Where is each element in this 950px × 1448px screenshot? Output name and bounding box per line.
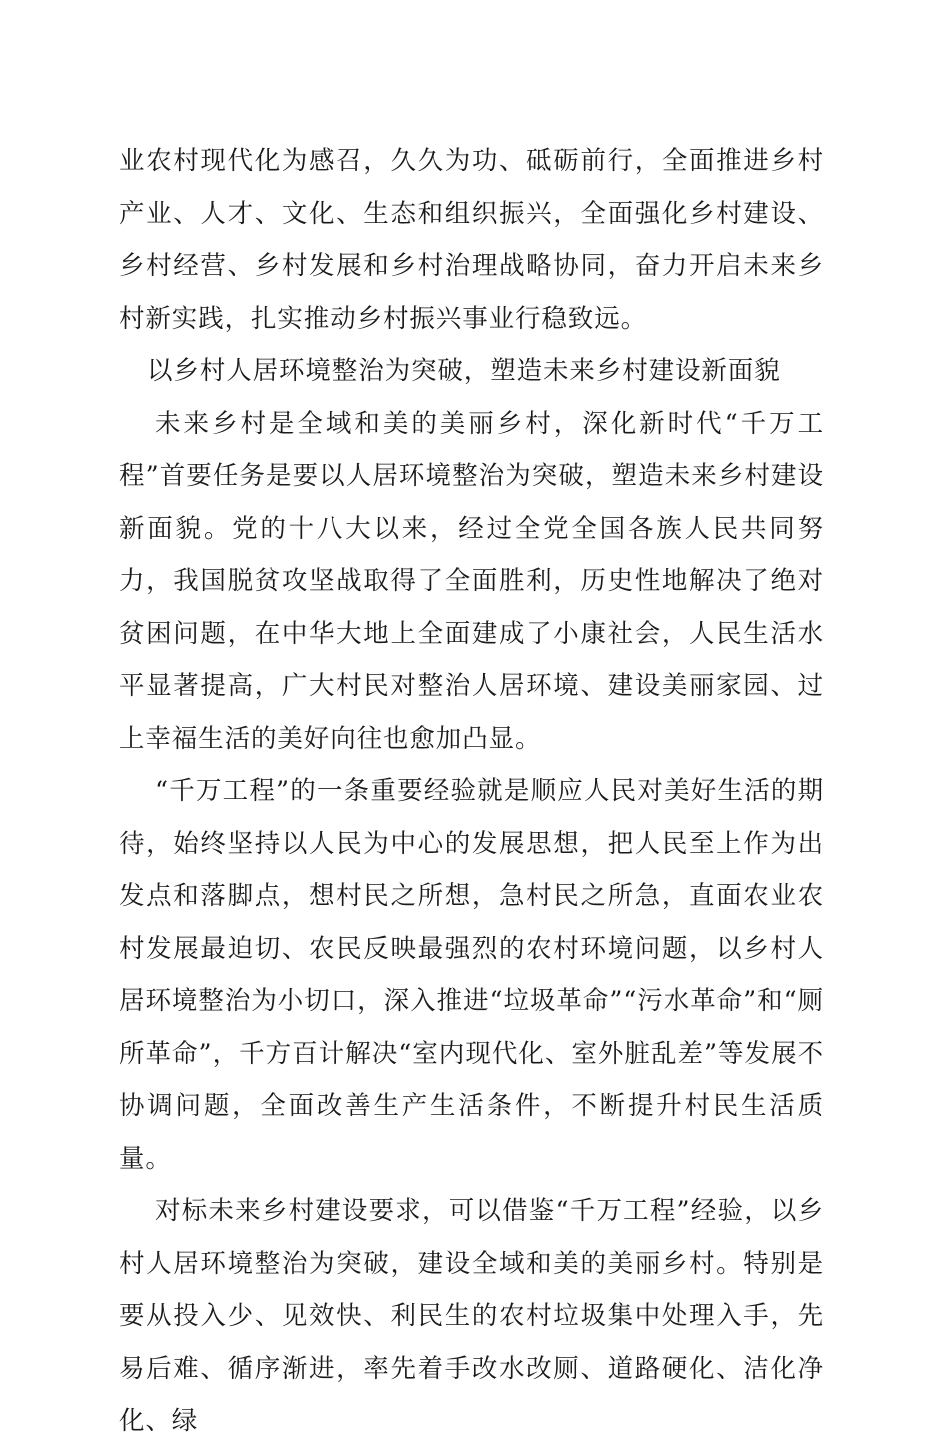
section-heading: 以乡村人居环境整治为突破，塑造未来乡村建设新面貌 xyxy=(147,356,781,386)
paragraph-qianwan-experience: “千万工程”的一条重要经验就是顺应人民对美好生活的期待，始终坚持以人民为中心的发展思想，把人民至上作为出发点和落脚点，想村民之所想，急村民之所急，直面农业农村发展最迫切、农民反映最强烈的农村环境问题，以乡村人居环境整治为小切口，深入推进“垃圾革命”“污水革命”和“厕所革命”，千方百计解决“室内现代化、室外脏乱差”等发展不协调问题，全面改善生产生活条件，不断提升村民生活质量。 xyxy=(119,776,824,1174)
paragraph-future-village: 未来乡村是全域和美的美丽乡村，深化新时代“千万工程”首要任务是要以人居环境整治为突破，塑造未来乡村建设新面貌。党的十八大以来，经过全党全国各族人民共同努力，我国脱贫攻坚战取得了全面胜利，历史性地解决了绝对贫困问题，在中华大地上全面建成了小康社会，人民生活水平显著提高，广大村民对整治人居环境、建设美丽家园、过上幸福生活的美好向往也愈加凸显。 xyxy=(119,408,824,754)
document-body xyxy=(119,135,824,1448)
paragraph-intro-continuation: 业农村现代化为感召，久久为功、砥砺前行，全面推进乡村产业、人才、文化、生态和组织振兴，全面强化乡村建设、乡村经营、乡村发展和乡村治理战略协同，奋力开启未来乡村新实践，扎实推动乡村振兴事业行稳致远。 xyxy=(119,146,824,334)
paragraph-benchmark: 对标未来乡村建设要求，可以借鉴“千万工程”经验，以乡村人居环境整治为突破，建设全域和美的美丽乡村。特别是要从投入少、见效快、利民生的农村垃圾集中处理入手，先易后难、循序渐进，率先着手改水改厕、道路硬化、洁化净化、绿 xyxy=(119,1196,824,1436)
